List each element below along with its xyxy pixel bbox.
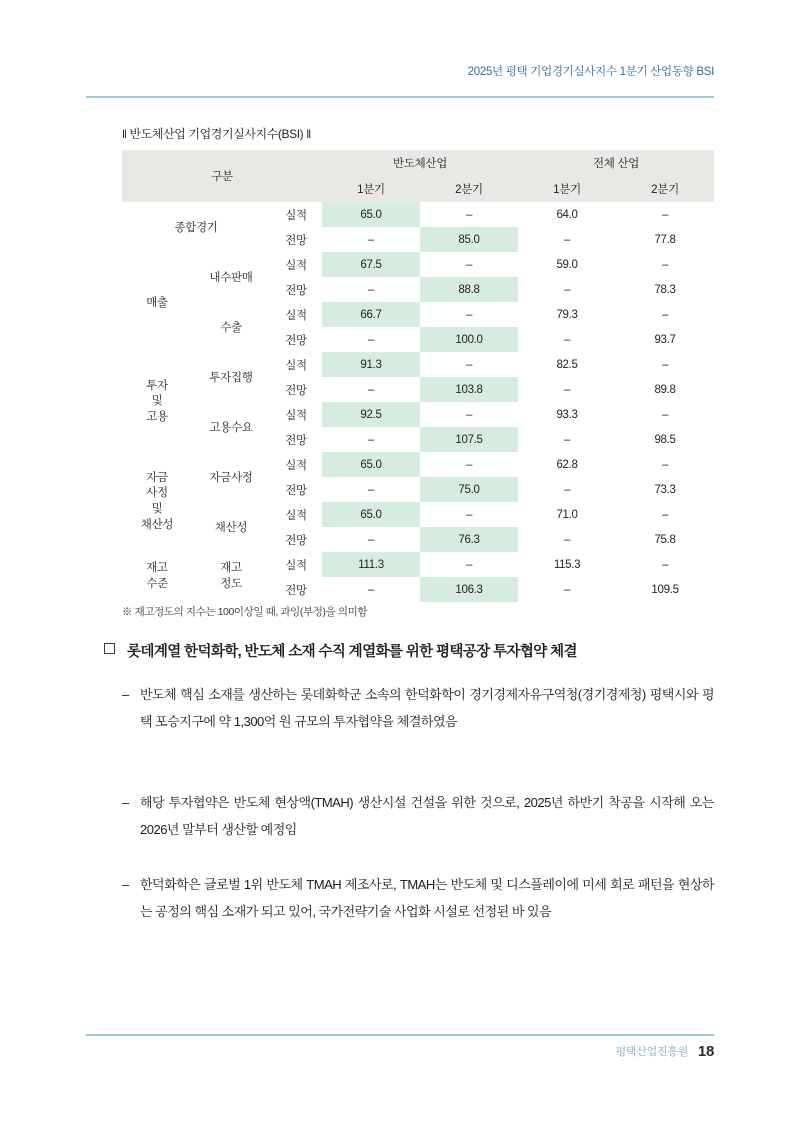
row-cat-tuja [122,352,192,452]
cell-all-q2: 89.8 [654,383,676,396]
cell-all-q2: – [661,458,669,471]
cell-semi-q1: – [367,233,375,246]
cell-semi-q2: – [465,408,473,421]
th-group-all: 전체 산업 [518,150,714,176]
cell-semi-q1: – [367,383,375,396]
row-sub-suchul: 수출 [192,302,270,352]
cell-all-q1: 59.0 [556,258,578,271]
row-sub-tujajiphaeng: 투자집행 [192,352,270,402]
row-type: 전망 [285,584,307,597]
cell-semi-q2: 107.5 [420,427,518,452]
cell-semi-q2: – [465,258,473,271]
row-sub-jaego-line2: 정도 [220,578,242,590]
table-body [122,202,714,602]
th-division: 구분 [122,150,322,202]
row-cat-jageum-line4: 채산성 [140,518,174,531]
footer-divider [86,1034,714,1036]
row-type: 전망 [285,334,307,347]
cell-semi-q1: 92.5 [322,402,420,427]
bsi-table [122,150,714,602]
dash-marker: – [122,687,129,702]
row-cat-jaego-line2: 수준 [146,578,168,590]
table-row [122,352,714,377]
cell-semi-q2: 85.0 [420,227,518,252]
th-all-q1: 1분기 [518,176,616,202]
row-cat-tuja-line2: 및 [151,395,163,408]
cell-all-q2: – [661,408,669,421]
cell-all-q1: – [563,433,571,446]
row-type: 전망 [285,534,307,547]
row-type: 실적 [285,459,307,472]
row-cat-jageum-line1: 자금 [146,471,168,484]
cell-all-q1: 79.3 [556,308,578,321]
cell-all-q2: 77.8 [654,233,676,246]
cell-all-q2: 98.5 [654,433,676,446]
cell-all-q1: – [563,233,571,246]
bullet-item [122,872,714,925]
row-cat-jaego [122,552,192,602]
cell-all-q2: 73.3 [654,483,676,496]
cell-semi-q1: 66.7 [322,302,420,327]
header-divider [86,96,714,98]
table-row [122,402,714,427]
bullet-text: 해당 투자협약은 반도체 현상액(TMAH) 생산시설 건설을 위한 것으로, 2025년 하반기 착공을 시작해 오는 2026년 말부터 생산할 예정임 [140,795,714,837]
cell-all-q1: – [563,533,571,546]
row-type: 실적 [285,509,307,522]
row-type: 전망 [285,234,307,247]
cell-semi-q1: 65.0 [322,452,420,477]
bsi-table-wrapper [122,150,714,602]
cell-all-q1: – [563,333,571,346]
row-type: 실적 [285,409,307,422]
cell-all-q2: 93.7 [654,333,676,346]
cell-all-q1: – [563,283,571,296]
cell-semi-q1: – [367,333,375,346]
row-type: 전망 [285,434,307,447]
cell-all-q1: – [563,483,571,496]
cell-semi-q1: 91.3 [322,352,420,377]
bullet-item [122,682,714,735]
table-caption: ‖ 반도체산업 기업경기실사지수(BSI) ‖ [122,127,311,141]
square-bullet-icon [104,643,115,654]
table-row [122,452,714,477]
bullet-text: 반도체 핵심 소재를 생산하는 롯데화학군 소속의 한덕화학이 경기경제자유구역청(경기경제청) 평택시와 평택 포승지구에 약 1,300억 원 규모의 투자협약을 체결하였음 [140,687,714,729]
cell-all-q1: – [563,383,571,396]
cell-all-q2: 109.5 [651,583,679,596]
cell-semi-q1: – [367,283,375,296]
th-semi-q1: 1분기 [322,176,420,202]
cell-all-q2: 78.3 [654,283,676,296]
cell-semi-q2: 88.8 [420,277,518,302]
cell-all-q2: – [661,258,669,271]
cell-all-q2: – [661,308,669,321]
cell-semi-q2: 75.0 [420,477,518,502]
th-all-q2: 2분기 [616,176,714,202]
cell-semi-q2: – [465,508,473,521]
cell-semi-q2: – [465,558,473,571]
dash-marker: – [122,795,129,810]
cell-all-q2: – [661,208,669,221]
cell-all-q1: 62.8 [556,458,578,471]
cell-semi-q1: – [367,533,375,546]
cell-semi-q1: 65.0 [322,202,420,227]
row-cat-tuja-line1: 투자 [146,379,168,392]
cell-all-q1: 71.0 [556,508,578,521]
cell-semi-q1: 67.5 [322,252,420,277]
cell-semi-q2: 100.0 [420,327,518,352]
cell-semi-q2: – [465,208,473,221]
cell-semi-q2: 103.8 [420,377,518,402]
cell-all-q2: 75.8 [654,533,676,546]
table-row [122,202,714,227]
table-row [122,302,714,327]
row-type: 전망 [285,284,307,297]
cell-all-q1: – [563,583,571,596]
row-cat-jageum-line3: 및 [151,503,163,515]
row-type: 전망 [285,384,307,397]
cell-semi-q2: 76.3 [420,527,518,552]
row-cat-jonghap: 종합경기 [122,202,270,252]
cell-semi-q1: 65.0 [322,502,420,527]
cell-all-q2: – [661,508,669,521]
table-row [122,252,714,277]
row-sub-chaesanseong: 채산성 [192,502,270,552]
row-type: 실적 [285,309,307,322]
row-cat-maechul: 매출 [122,252,192,352]
th-semi-q2: 2분기 [420,176,518,202]
bullet-item [122,790,714,843]
cell-all-q1: 115.3 [553,558,581,571]
cell-semi-q2: 106.3 [420,577,518,602]
row-sub-jaegojeongdo [192,552,270,602]
cell-semi-q1: – [367,433,375,446]
row-sub-jaego-line1: 재고 [220,562,242,575]
cell-semi-q1: – [367,583,375,596]
header-title: 2025년 평택 기업경기실사지수 1분기 산업동향 BSI [467,66,714,78]
cell-semi-q2: – [465,358,473,371]
cell-semi-q2: – [465,308,473,321]
cell-all-q1: 93.3 [556,408,578,421]
row-sub-naesu: 내수판매 [192,252,270,302]
row-type: 실적 [285,359,307,372]
section-heading [104,640,714,661]
row-sub-jageumsajeong: 자금사정 [192,452,270,502]
bullet-text: 한덕화학은 글로벌 1위 반도체 TMAH 제조사로, TMAH는 반도체 및 디스플레이에 미세 회로 패턴을 현상하는 공정의 핵심 소재가 되고 있어, 국가전략기술 사업화 시설로 선정된 바 있음 [140,877,714,919]
page-footer [616,1043,714,1060]
row-type: 실적 [285,259,307,272]
row-type: 실적 [285,559,307,572]
row-cat-jageum [122,452,192,552]
cell-semi-q1: – [367,483,375,496]
dash-marker: – [122,877,129,892]
section-heading-text: 롯데계열 한덕화학, 반도체 소재 수직 계열화를 위한 평택공장 투자협약 체결 [127,644,577,660]
row-sub-goyongsuyo: 고용수요 [192,402,270,452]
cell-semi-q2: – [465,458,473,471]
row-type: 실적 [285,209,307,222]
page-header [86,62,714,80]
table-head [122,150,714,202]
row-type: 전망 [285,484,307,497]
footer-org: 평택산업진흥원 [615,1046,688,1058]
table-row [122,502,714,527]
table-note: ※ 재고정도의 지수는 100이상일 때, 과잉(부정)을 의미함 [122,606,368,618]
cell-all-q1: 64.0 [556,208,578,221]
cell-all-q2: – [661,358,669,371]
page-number: 18 [697,1043,714,1060]
row-cat-tuja-line3: 고용 [146,410,168,423]
row-cat-jageum-line2: 사정 [146,487,168,500]
cell-all-q1: 82.5 [556,358,578,371]
cell-all-q2: – [661,558,669,571]
th-group-semiconductor: 반도체산업 [322,150,518,176]
table-row [122,552,714,577]
cell-semi-q1: 111.3 [322,552,420,577]
row-cat-jaego-line1: 재고 [146,562,168,575]
